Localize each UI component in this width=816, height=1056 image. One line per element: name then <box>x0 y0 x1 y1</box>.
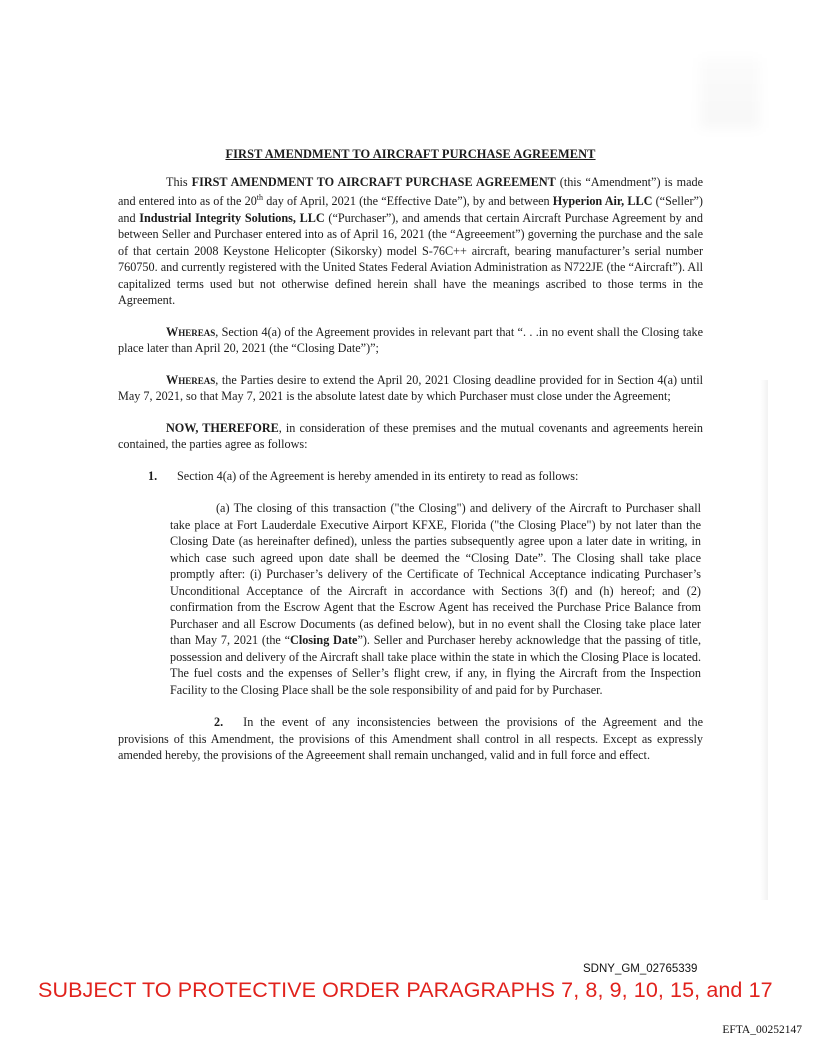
item-number: 1. <box>148 468 158 483</box>
section-item-1 <box>148 468 703 485</box>
intro-text-2: (this “Amendment”) is made and entered into as of the 20 <box>118 174 703 209</box>
seller-name: Hyperion Air, LLC <box>552 194 653 209</box>
efta-number: EFTA_00252147 <box>722 1024 802 1036</box>
scan-edge-shadow <box>760 380 768 900</box>
intro-superscript: th <box>256 193 264 202</box>
bates-number: SDNY_GM_02765339 <box>583 963 698 975</box>
item-text: In the event of any inconsistencies between the provisions of the Agreement and the provisions of this Amendment, the provisions of this Amendment shall control in all respects. Except as expressly amended hereby, the provisions of the Agreeement shall remain unchanged, valid and in full force and effect. <box>118 715 703 763</box>
intro-text-4: (“Seller”) and <box>118 194 703 225</box>
now-therefore-text: , in consideration of these premises and the mutual covenants and agreements herein contained, the parties agree as follows: <box>118 420 703 452</box>
protective-order-stamp: SUBJECT TO PROTECTIVE ORDER PARAGRAPHS 7, 8, 9, 10, 15, and 17 <box>38 978 773 1002</box>
scan-artifact <box>700 58 760 128</box>
intro-text-1: This <box>166 174 192 189</box>
whereas-text: , Section 4(a) of the Agreement provides in relevant part that “. . .in no event shall the Closing take place later than April 20, 2021 (the “Closing Date”)”; <box>118 324 703 356</box>
section-item-2 <box>118 714 703 764</box>
intro-text-3: day of April, 2021 (the “Effective Date”), by and between <box>263 194 553 209</box>
document-body <box>118 146 703 764</box>
whereas-lead: Whereas <box>166 324 216 339</box>
item-number: 2. <box>214 715 224 730</box>
closing-date-term: Closing Date <box>290 633 358 648</box>
purchaser-name: Industrial Integrity Solutions, LLC <box>139 210 325 225</box>
whereas-paragraph-1 <box>118 324 703 357</box>
whereas-lead: Whereas <box>166 372 216 387</box>
amended-section-quote <box>170 500 701 698</box>
whereas-text: , the Parties desire to extend the April 20, 2021 Closing deadline provided for in Section 4(a) until May 7, 2021, so that May 7, 2021 is the absolute latest date by which Purchaser must close under the Agreement; <box>118 372 703 404</box>
now-therefore-lead: NOW, THEREFORE <box>166 420 279 435</box>
intro-bold-title: FIRST AMENDMENT TO AIRCRAFT PURCHASE AGREEMENT <box>191 174 556 189</box>
quote-text-1: (a) The closing of this transaction ("the Closing") and delivery of the Aircraft to Purchaser shall take place at Fort Lauderdale Executive Airport KFXE, Florida ("the Closing Place") by not later than the Closing Date (as hereinafter defined), unless the parties subsequently agree upon a later date in writing, in which case such agreed upon date shall be deemed the “Closing Date”. The Closing shall take place promptly after: (i) Purchaser’s delivery of the Certificate of Technical Acceptance indicating Purchaser’s Unconditional Acceptance of the Aircraft in accordance with Sections 3(f) and (h) hereof; and (2) confirmation from the Escrow Agent that the Escrow Agent has received the Purchase Price Balance from Purchaser and all Escrow Documents (as defined below), but in no event shall the Closing take place later than May 7, 2021 (the “ <box>170 501 701 648</box>
intro-text-5: (“Purchaser”), and amends that certain Aircraft Purchase Agreement by and between Seller and Purchaser entered into as of April 16, 2021 (the “Agreeement”) governing the purchase and the sale of that certain 2008 Keystone Helicopter (Sikorsky) model S-76C++ aircraft, bearing manufacturer’s serial number 760750. and currently registered with the United States Federal Aviation Administration as N722JE (the “Aircraft”). All capitalized terms used but not otherwise defined herein shall have the meanings ascribed to those terms in the Agreement. <box>118 210 703 308</box>
now-therefore-paragraph <box>118 420 703 453</box>
quote-text-2: ”). Seller and Purchaser hereby acknowledge that the passing of title, possession and delivery of the Aircraft shall take place within the state in which the Closing Place is located. The fuel costs and the expenses of Seller’s flight crew, if any, in flying the Aircraft from the Inspection Facility to the Closing Place shall be the sole responsibility of and paid for by Purchaser. <box>170 633 701 697</box>
intro-paragraph <box>118 174 703 309</box>
document-title: FIRST AMENDMENT TO AIRCRAFT PURCHASE AGREEMENT <box>225 147 596 161</box>
item-text: Section 4(a) of the Agreement is hereby amended in its entirety to read as follows: <box>177 468 579 483</box>
whereas-paragraph-2 <box>118 372 703 405</box>
